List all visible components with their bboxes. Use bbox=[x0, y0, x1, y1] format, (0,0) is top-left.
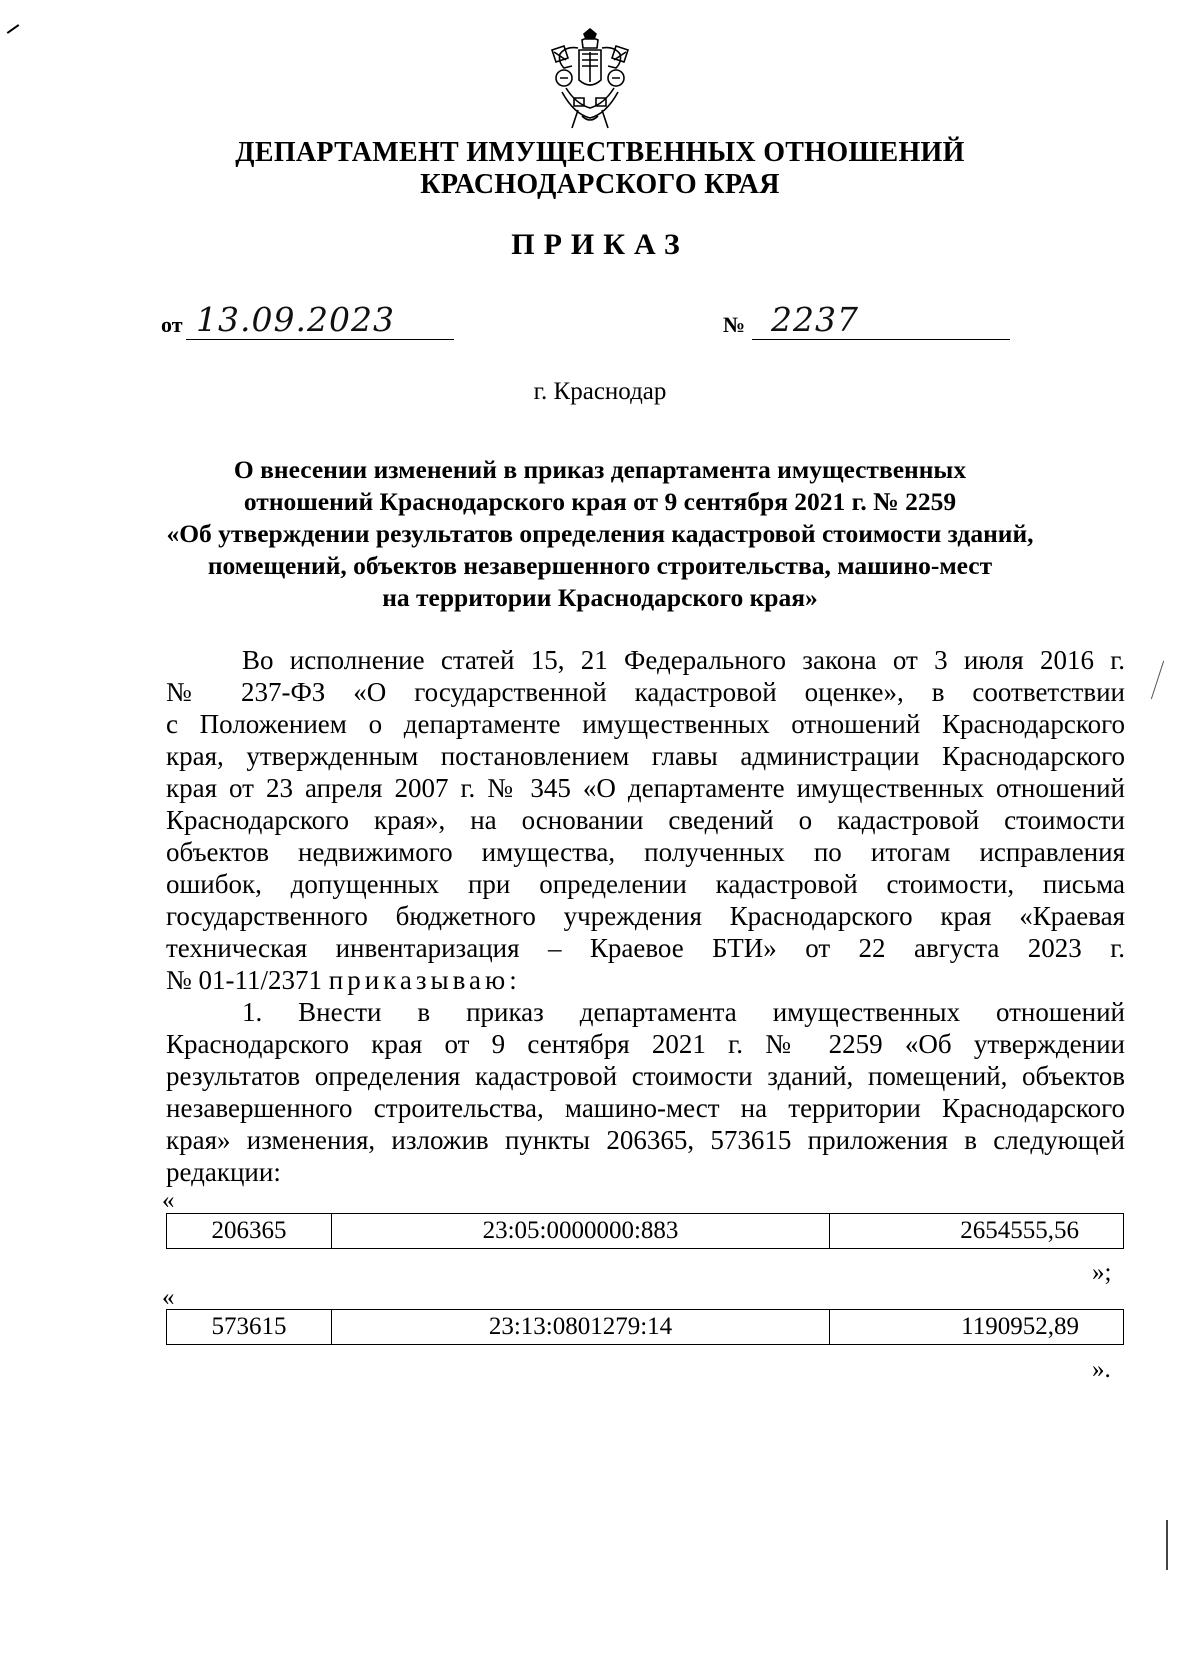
order-word: приказываю: bbox=[328, 965, 521, 995]
body-line: края» изменения, изложив пункты 206365, 573615 приложения в следующей bbox=[166, 1125, 1125, 1155]
body-line: с Положением о департаменте имущественных отношений Краснодарского bbox=[166, 709, 1125, 739]
body-line: края от 23 апреля 2007 г. № 345 «О департаменте имущественных отношений bbox=[166, 773, 1125, 803]
body-line: результатов определения кадастровой стоимости зданий, помещений, объектов bbox=[166, 1061, 1125, 1091]
cadastral-number-cell: 23:13:0801279:14 bbox=[332, 1310, 830, 1345]
body-line: ошибок, допущенных при определении кадастровой стоимости, письма bbox=[166, 869, 1125, 899]
cadastral-value-cell: 1190952,89 bbox=[830, 1310, 1124, 1345]
handwritten-number: 2237 bbox=[771, 300, 859, 339]
open-quote: « bbox=[162, 1187, 175, 1214]
date-underline bbox=[186, 339, 454, 340]
subject-line: помещений, объектов незавершенного строительства, машино-мест bbox=[207, 551, 993, 580]
item-number-cell: 206365 bbox=[167, 1214, 332, 1249]
body-line: объектов недвижимого имущества, полученных по итогам исправления bbox=[166, 837, 1125, 867]
scan-artifact bbox=[1166, 1520, 1168, 1570]
subject-line: «Об утверждении результатов определения кадастровой стоимости зданий, bbox=[166, 519, 1034, 548]
subject-line: отношений Краснодарского края от 9 сентября 2021 г. № 2259 bbox=[243, 487, 957, 516]
body-line: № 237-ФЗ «О государственной кадастровой оценке», в соответствии bbox=[166, 677, 1125, 707]
item-1-paragraph bbox=[166, 996, 1125, 1188]
record-table bbox=[166, 1309, 1124, 1345]
body-line: государственного бюджетного учреждения Краснодарского края «Краевая bbox=[166, 901, 1125, 931]
order-subject bbox=[120, 454, 1080, 614]
letter-reference: № 01-11/2371 bbox=[166, 965, 323, 995]
body-line: 1. Внести в приказ департамента имущественных отношений bbox=[242, 997, 1125, 1027]
table-row bbox=[167, 1310, 1124, 1345]
record-table bbox=[166, 1213, 1124, 1249]
subject-line: на территории Краснодарского края» bbox=[382, 583, 818, 612]
body-line: Во исполнение статей 15, 21 Федерального закона от 3 июля 2016 г. bbox=[242, 645, 1125, 675]
handwritten-date: 13.09.2023 bbox=[196, 300, 395, 339]
date-label: от bbox=[161, 312, 183, 337]
department-name-line1: ДЕПАРТАМЕНТ ИМУЩЕСТВЕННЫХ ОТНОШЕНИЙ bbox=[235, 137, 965, 168]
number-underline bbox=[752, 339, 1010, 340]
body-line: Краснодарского края», на основании сведений о кадастровой стоимости bbox=[166, 805, 1125, 835]
table-row bbox=[167, 1214, 1124, 1249]
item-number-cell: 573615 bbox=[167, 1310, 332, 1345]
cadastral-number-cell: 23:05:0000000:883 bbox=[332, 1214, 830, 1249]
open-quote: « bbox=[162, 1284, 175, 1311]
subject-line: О внесении изменений в приказ департамента имущественных bbox=[233, 455, 967, 484]
close-quote: »; bbox=[1092, 1259, 1112, 1286]
coat-of-arms-icon bbox=[548, 28, 632, 132]
body-line: техническая инвентаризация – Краевое БТИ» от 22 августа 2023 г. bbox=[166, 933, 1125, 963]
body-line bbox=[166, 964, 1125, 996]
body-line: незавершенного строительства, машино-мест на территории Краснодарского bbox=[166, 1093, 1125, 1123]
body-line: края, утвержденным постановлением главы администрации Краснодарского bbox=[166, 741, 1125, 771]
body-line: редакции: bbox=[166, 1157, 281, 1187]
preamble-paragraph bbox=[166, 644, 1125, 996]
cadastral-value-cell: 2654555,56 bbox=[830, 1214, 1124, 1249]
number-label: № bbox=[723, 312, 746, 337]
body-line: Краснодарского края от 9 сентября 2021 г. № 2259 «Об утверждении bbox=[166, 1029, 1125, 1059]
scan-artifact bbox=[1151, 661, 1164, 699]
city-line: г. Краснодар bbox=[533, 378, 667, 405]
department-name-line2: КРАСНОДАРСКОГО КРАЯ bbox=[420, 169, 780, 200]
close-quote: ». bbox=[1092, 1356, 1111, 1383]
document-type-title: ПРИКАЗ bbox=[511, 228, 689, 261]
scan-artifact bbox=[7, 24, 20, 34]
